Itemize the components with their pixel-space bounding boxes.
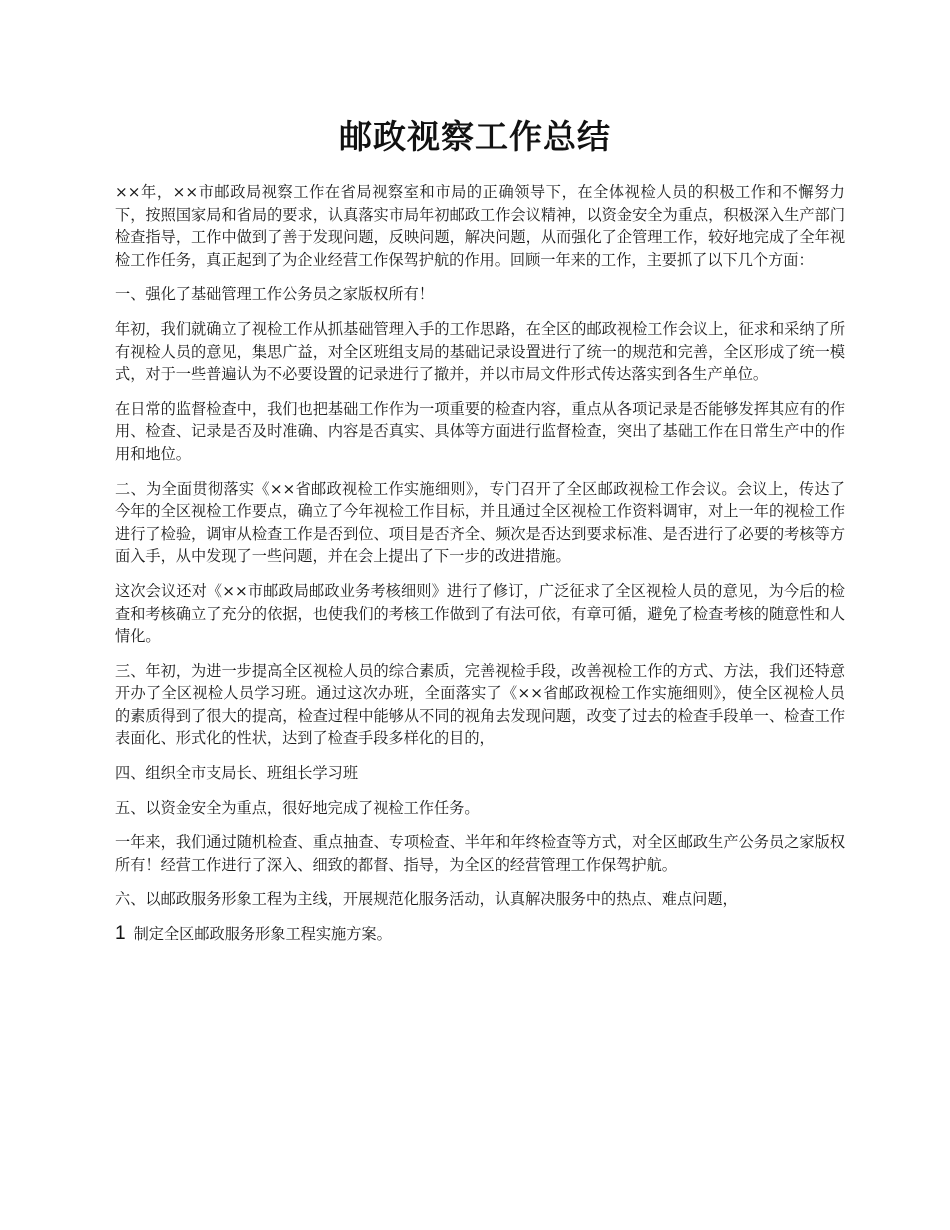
section-heading-1: 一、强化了基础管理工作公务员之家版权所有！ (115, 285, 434, 304)
section-paragraph-2: 二、为全面贯彻落实《××省邮政视检工作实施细则》，专门召开了全区邮政视检工作会议。会议上，传达了今年的全区视检工作要点，确立了今年视检工作目标，并且通过全区视检工作资料调审，对上一年的视检工作进行了检验，调审从检查工作是否到位、项目是否齐全、频次是否达到要求标准、是否进行了必要的考核等方面入手，从中发现了一些问题，并在会上提出了下一步的改进措施。 (115, 479, 845, 566)
list-item (115, 923, 845, 946)
paragraph: 一年来，我们通过随机检查、重点抽查、专项检查、半年和年终检查等方式，对全区邮政生产公务员之家版权所有！经营工作进行了深入、细致的都督、指导，为全区的经营管理工作保驾护航。 (115, 833, 845, 874)
paragraph: 年初，我们就确立了视检工作从抓基础管理入手的工作思路，在全区的邮政视检工作会议上，征求和采纳了所有视检人员的意见，集思广益，对全区班组支局的基础记录设置进行了统一的规范和完善，全区形成了统一模式，对于一些普遍认为不必要设置的记录进行了撤并，并以市局文件形式传达落实到各生产单位。 (115, 319, 845, 384)
section-paragraph-6: 六、以邮政服务形象工程为主线，开展规范化服务活动，认真解决服务中的热点、难点问题， (115, 890, 738, 909)
document-title: 邮政视察工作总结 (339, 117, 611, 156)
list-item-number: 1 (115, 923, 126, 945)
paragraph-intro: ××年，××市邮政局视察工作在省局视察室和市局的正确领导下，在全体视检人员的积极工作和不懈努力下，按照国家局和省局的要求，认真落实市局年初邮政工作会议精神，以资金安全为重点，积极深入生产部门检查指导，工作中做到了善于发现问题，反映问题，解决问题，从而强化了企管理工作，较好地完成了全年视检工作任务，真正起到了为企业经营工作保驾护航的作用。回顾一年来的工作，主要抓了以下几个方面： (115, 183, 845, 269)
paragraph: 这次会议还对《××市邮政局邮政业务考核细则》进行了修订，广泛征求了全区视检人员的意见，为今后的检查和考核确立了充分的依据，也使我们的考核工作做到了有法可依，有章可循，避免了检查考核的随意性和人情化。 (115, 581, 845, 646)
list-item-text: 制定全区邮政服务形象工程实施方案。 (133, 925, 392, 944)
paragraph: 在日常的监督检查中，我们也把基础工作作为一项重要的检查内容，重点从各项记录是否能够发挥其应有的作用、检查、记录是否及时准确、内容是否真实、具体等方面进行监督检查，突出了基础工作在日常生产中的作用和地位。 (115, 399, 845, 463)
section-heading-5: 五、以资金安全为重点，很好地完成了视检工作任务。 (115, 798, 480, 817)
section-paragraph-3: 三、年初，为进一步提高全区视检人员的综合素质，完善视检手段，改善视检工作的方式、方法，我们还特意开办了全区视检人员学习班。通过这次办班，全面落实了《××省邮政视检工作实施细则》，使全区视检人员的素质得到了很大的提高，检查过程中能够从不同的视角去发现问题，改变了过去的检查手段单一、检查工作表面化、形式化的性状，达到了检查手段多样化的目的， (115, 661, 845, 748)
document-body (115, 181, 845, 946)
section-heading-4: 四、组织全市支局长、班组长学习班 (115, 764, 358, 783)
